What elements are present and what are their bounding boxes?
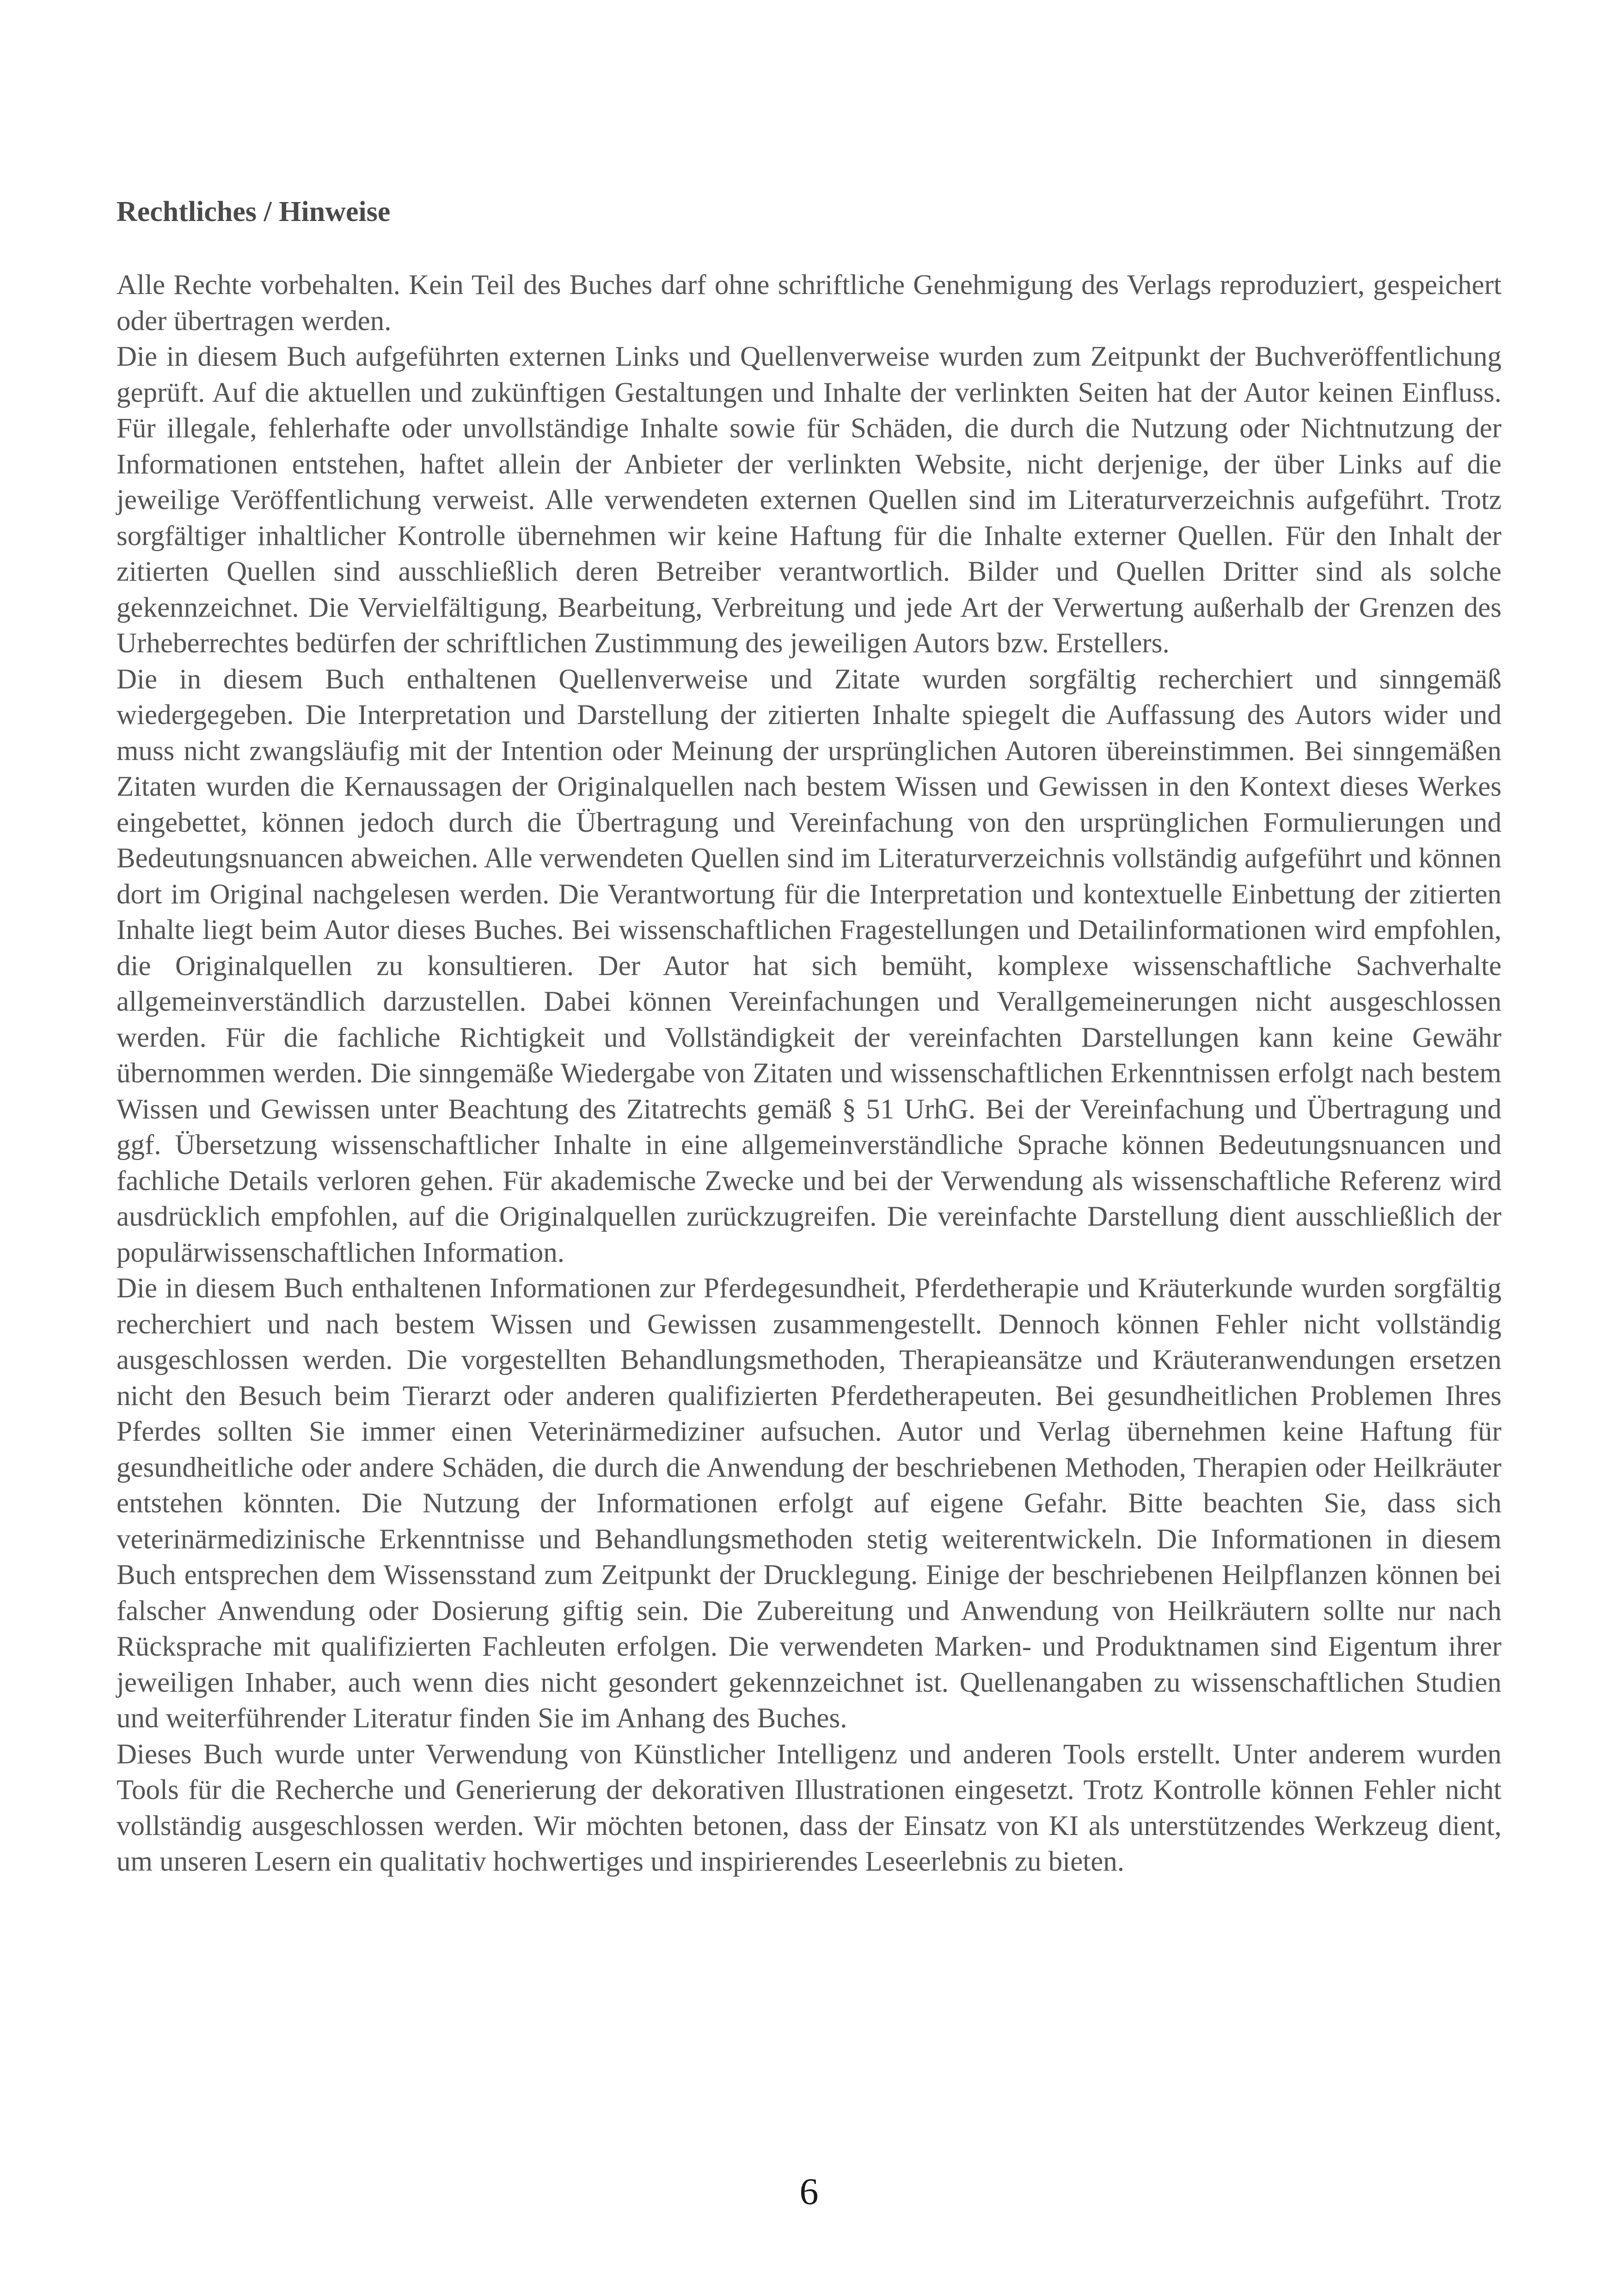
legal-notice-body (116, 267, 1502, 1880)
paragraph-citations: Die in diesem Buch enthaltenen Quellenverweise und Zitate wurden sorgfältig recherchiert und sinngemäß wiedergegeben. Die Interpretation und Darstellung der zitierten Inhalte spiegelt die Auffassung des Autors wider und muss nicht zwangsläufig mit der Intention oder Meinung der ursprünglichen Autoren übereinstimmen. Bei sinngemäßen Zitaten wurden die Kernaussagen der Originalquellen nach bestem Wissen und Gewissen in den Kontext dieses Werkes eingebettet, können jedoch durch die Übertragung und Vereinfachung von den ursprünglichen Formulierungen und Bedeutungsnuancen abweichen. Alle verwendeten Quellen sind im Literaturverzeichnis vollständig aufgeführt und können dort im Original nachgelesen werden. Die Verantwortung für die Interpretation und kontextuelle Einbettung der zitierten Inhalte liegt beim Autor dieses Buches. Bei wissenschaftlichen Fragestellungen und Detailinformationen wird empfohlen, die Originalquellen zu konsultieren. Der Autor hat sich bemüht, komplexe wissenschaftliche Sachverhalte allgemeinverständlich darzustellen. Dabei können Vereinfachungen und Verallgemeinerungen nicht ausgeschlossen werden. Für die fachliche Richtigkeit und Vollständigkeit der vereinfachten Darstellungen kann keine Gewähr übernommen werden. Die sinngemäße Wiedergabe von Zitaten und wissenschaftlichen Erkenntnissen erfolgt nach bestem Wissen und Gewissen unter Beachtung des Zitatrechts gemäß § 51 UrhG. Bei der Vereinfachung und Übertragung und ggf. Übersetzung wissenschaftlicher Inhalte in eine allgemeinverständliche Sprache können Bedeutungsnuancen und fachliche Details verloren gehen. Für akademische Zwecke und bei der Verwendung als wissenschaftliche Referenz wird ausdrücklich empfohlen, auf die Originalquellen zurückzugreifen. Die vereinfachte Darstellung dient ausschließlich der populärwissenschaftlichen Information. (116, 663, 1502, 1268)
paragraph-copyright: Alle Rechte vorbehalten. Kein Teil des Buches darf ohne schriftliche Genehmigung des Verlags reproduziert, gespeichert oder übertragen werden. (116, 270, 1502, 337)
paragraph-ai-notice: Dieses Buch wurde unter Verwendung von Künstlicher Intelligenz und anderen Tools erstellt. Unter anderem wurden Tools für die Recherche und Generierung der dekorativen Illustrationen eingesetzt. Trotz Kontrolle können Fehler nicht vollständig ausgeschlossen werden. Wir möchten betonen, dass der Einsatz von KI als unterstützendes Werkzeug dient, um unseren Lesern ein qualitativ hochwertiges und inspirierendes Leseerlebnis zu bieten. (116, 1738, 1502, 1877)
paragraph-external-links: Die in diesem Buch aufgeführten externen Links und Quellenverweise wurden zum Zeitpunkt der Buchveröffentlichung geprüft. Auf die aktuellen und zukünftigen Gestaltungen und Inhalte der verlinkten Seiten hat der Autor keinen Einfluss. Für illegale, fehlerhafte oder unvollständige Inhalte sowie für Schäden, die durch die Nutzung oder Nichtnutzung der Informationen entstehen, haftet allein der Anbieter der verlinkten Website, nicht derjenige, der über Links auf die jeweilige Veröffentlichung verweist. Alle verwendeten externen Quellen sind im Literaturverzeichnis aufgeführt. Trotz sorgfältiger inhaltlicher Kontrolle übernehmen wir keine Haftung für die Inhalte externer Quellen. Für den Inhalt der zitierten Quellen sind ausschließlich deren Betreiber verantwortlich. Bilder und Quellen Dritter sind als solche gekennzeichnet. Die Vervielfältigung, Bearbeitung, Verbreitung und jede Art der Verwertung außerhalb der Grenzen des Urheberrechtes bedürfen der schriftlichen Zustimmung des jeweiligen Autors bzw. Erstellers. (116, 341, 1502, 659)
page-title: Rechtliches / Hinweise (116, 196, 391, 227)
page-number: 6 (799, 2170, 819, 2212)
paragraph-health-disclaimer: Die in diesem Buch enthaltenen Informationen zur Pferdegesundheit, Pferdetherapie und Kräuterkunde wurden sorgfältig recherchiert und nach bestem Wissen und Gewissen zusammengestellt. Dennoch können Fehler nicht vollständig ausgeschlossen werden. Die vorgestellten Behandlungsmethoden, Therapieansätze und Kräuteranwendungen ersetzen nicht den Besuch beim Tierarzt oder anderen qualifizierten Pferdetherapeuten. Bei gesundheitlichen Problemen Ihres Pferdes sollten Sie immer einen Veterinärmediziner aufsuchen. Autor und Verlag übernehmen keine Haftung für gesundheitliche oder andere Schäden, die durch die Anwendung der beschriebenen Methoden, Therapien oder Heilkräuter entstehen könnten. Die Nutzung der Informationen erfolgt auf eigene Gefahr. Bitte beachten Sie, dass sich veterinärmedizinische Erkenntnisse und Behandlungsmethoden stetig weiterentwickeln. Die Informationen in diesem Buch entsprechen dem Wissensstand zum Zeitpunkt der Drucklegung. Einige der beschriebenen Heilpflanzen können bei falscher Anwendung oder Dosierung giftig sein. Die Zubereitung und Anwendung von Heilkräutern sollte nur nach Rücksprache mit qualifizierten Fachleuten erfolgen. Die verwendeten Marken- und Produktnamen sind Eigentum ihrer jeweiligen Inhaber, auch wenn dies nicht gesondert gekennzeichnet ist. Quellenangaben zu wissenschaftlichen Studien und weiterführender Literatur finden Sie im Anhang des Buches. (116, 1273, 1502, 1734)
